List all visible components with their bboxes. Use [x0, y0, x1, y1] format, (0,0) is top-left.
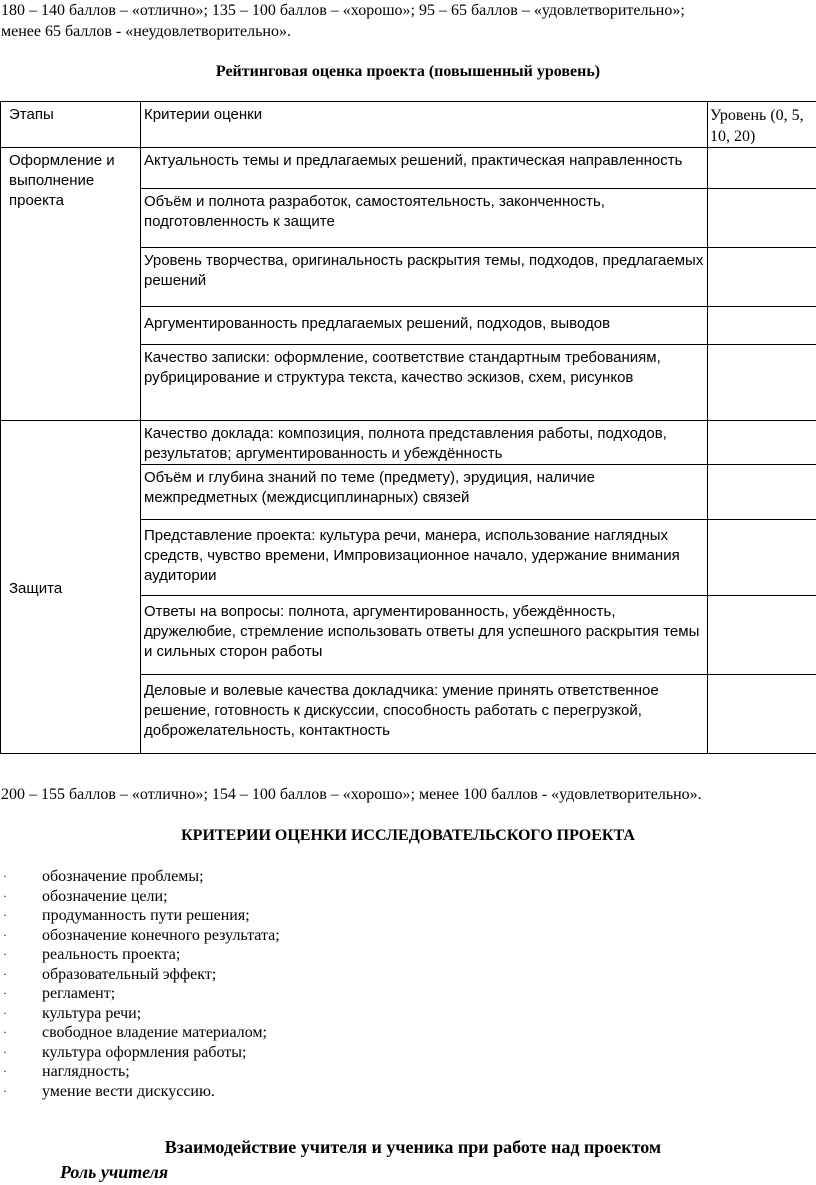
- level-cell[interactable]: [708, 596, 816, 675]
- bullet-icon: ·: [3, 927, 7, 942]
- list-item-text: культура оформления работы;: [42, 1043, 247, 1061]
- intro-line-1: 180 – 140 баллов – «отлично»; 135 – 100 баллов – «хорошо»; 95 – 65 баллов – «удовлетворительно»;: [1, 2, 685, 19]
- list-item-text: образовательный эффект;: [42, 965, 217, 983]
- criterion-cell: Качество записки: оформление, соответствие стандартным требованиям, рубрицирование и структура текста, качество эскизов, схем, рисунков: [141, 345, 708, 421]
- list-item-text: обозначение проблемы;: [42, 868, 204, 885]
- level-cell[interactable]: [708, 465, 816, 520]
- bullet-icon: ·: [3, 986, 7, 1000]
- level-cell[interactable]: [708, 189, 816, 248]
- stage-design: Оформление и выполнение проекта: [1, 148, 141, 421]
- header-criteria: Критерии оценки: [141, 102, 708, 148]
- list-item-text: культура речи;: [42, 1004, 142, 1022]
- criterion-cell: Ответы на вопросы: полнота, аргументированность, убеждённость, дружелюбие, стремление использовать ответы для успешного раскрытия темы и сильных сторон работы: [141, 596, 708, 675]
- bullet-icon: ·: [3, 947, 7, 961]
- table-row: [1, 421, 816, 465]
- criterion-cell: Деловые и волевые качества докладчика: умение принять ответственное решение, готовность к дискуссии, способность работать с перегрузкой, доброжелательность, контактность: [141, 675, 708, 754]
- bullet-icon: ·: [3, 888, 7, 903]
- criterion-cell: Уровень творчества, оригинальность раскрытия темы, подходов, предлагаемых решений: [141, 248, 708, 307]
- rating-header-row: [1, 102, 816, 148]
- teacher-role-subtitle: Роль учителя: [60, 1162, 169, 1182]
- level-cell[interactable]: [708, 307, 816, 345]
- bullet-icon: ·: [3, 1044, 7, 1059]
- header-level: Уровень (0, 5, 10, 20): [708, 102, 816, 148]
- intro-line-2: менее 65 баллов - «неудовлетворительно».: [1, 23, 291, 40]
- list-item-text: реальность проекта;: [42, 946, 181, 963]
- stage-defense: Защита: [1, 421, 141, 754]
- list-item-text: продуманность пути решения;: [42, 907, 250, 924]
- criterion-cell: Актуальность темы и предлагаемых решений, практическая направленность: [141, 148, 708, 189]
- header-stage: Этапы: [1, 102, 141, 148]
- research-scale-text: 200 – 155 баллов – «отлично»; 154 – 100 баллов – «хорошо»; менее 100 баллов - «удовлетворительно».: [1, 786, 702, 803]
- level-cell[interactable]: [708, 345, 816, 421]
- bullet-icon: ·: [3, 1064, 7, 1078]
- list-item-text: обозначение цели;: [42, 887, 168, 905]
- intro-scale-text: [1, 0, 813, 42]
- list-item-text: свободное владение материалом;: [42, 1024, 267, 1041]
- criterion-cell: Представление проекта: культура речи, манера, использование наглядных средств, чувство времени, Импровизационное начало, удержание внимания аудитории: [141, 520, 708, 596]
- list-item-text: регламент;: [42, 985, 116, 1002]
- bullet-icon: ·: [3, 966, 7, 981]
- interaction-title: Взаимодействие учителя и ученика при работе над проектом: [164, 1137, 662, 1157]
- criterion-cell: Объём и глубина знаний по теме (предмету), эрудиция, наличие межпредметных (междисциплинарных) связей: [141, 465, 708, 520]
- level-cell[interactable]: [708, 248, 816, 307]
- rating-title: Рейтинговая оценка проекта (повышенный уровень): [215, 63, 601, 80]
- level-cell[interactable]: [708, 421, 816, 465]
- table-row: [1, 148, 816, 189]
- criterion-cell: Объём и полнота разработок, самостоятельность, законченность, подготовленность к защите: [141, 189, 708, 248]
- list-item-text: умение вести дискуссию.: [42, 1082, 215, 1100]
- bullet-icon: ·: [3, 869, 7, 883]
- bullet-icon: ·: [3, 1005, 7, 1020]
- list-item-text: обозначение конечного результата;: [42, 926, 280, 944]
- bullet-icon: ·: [3, 1025, 7, 1039]
- list-item-text: наглядность;: [42, 1063, 130, 1080]
- criterion-cell: Аргументированность предлагаемых решений, подходов, выводов: [141, 307, 708, 345]
- bullet-icon: ·: [3, 1083, 7, 1098]
- research-criteria-title: КРИТЕРИИ ОЦЕНКИ ИССЛЕДОВАТЕЛЬСКОГО ПРОЕКТА: [181, 827, 635, 844]
- level-cell[interactable]: [708, 148, 816, 189]
- level-cell[interactable]: [708, 520, 816, 596]
- rating-table: [0, 101, 816, 754]
- bullet-icon: ·: [3, 908, 7, 922]
- criterion-cell: Качество доклада: композиция, полнота представления работы, подходов, результатов; аргументированность и убеждённость: [141, 421, 708, 465]
- level-cell[interactable]: [708, 675, 816, 754]
